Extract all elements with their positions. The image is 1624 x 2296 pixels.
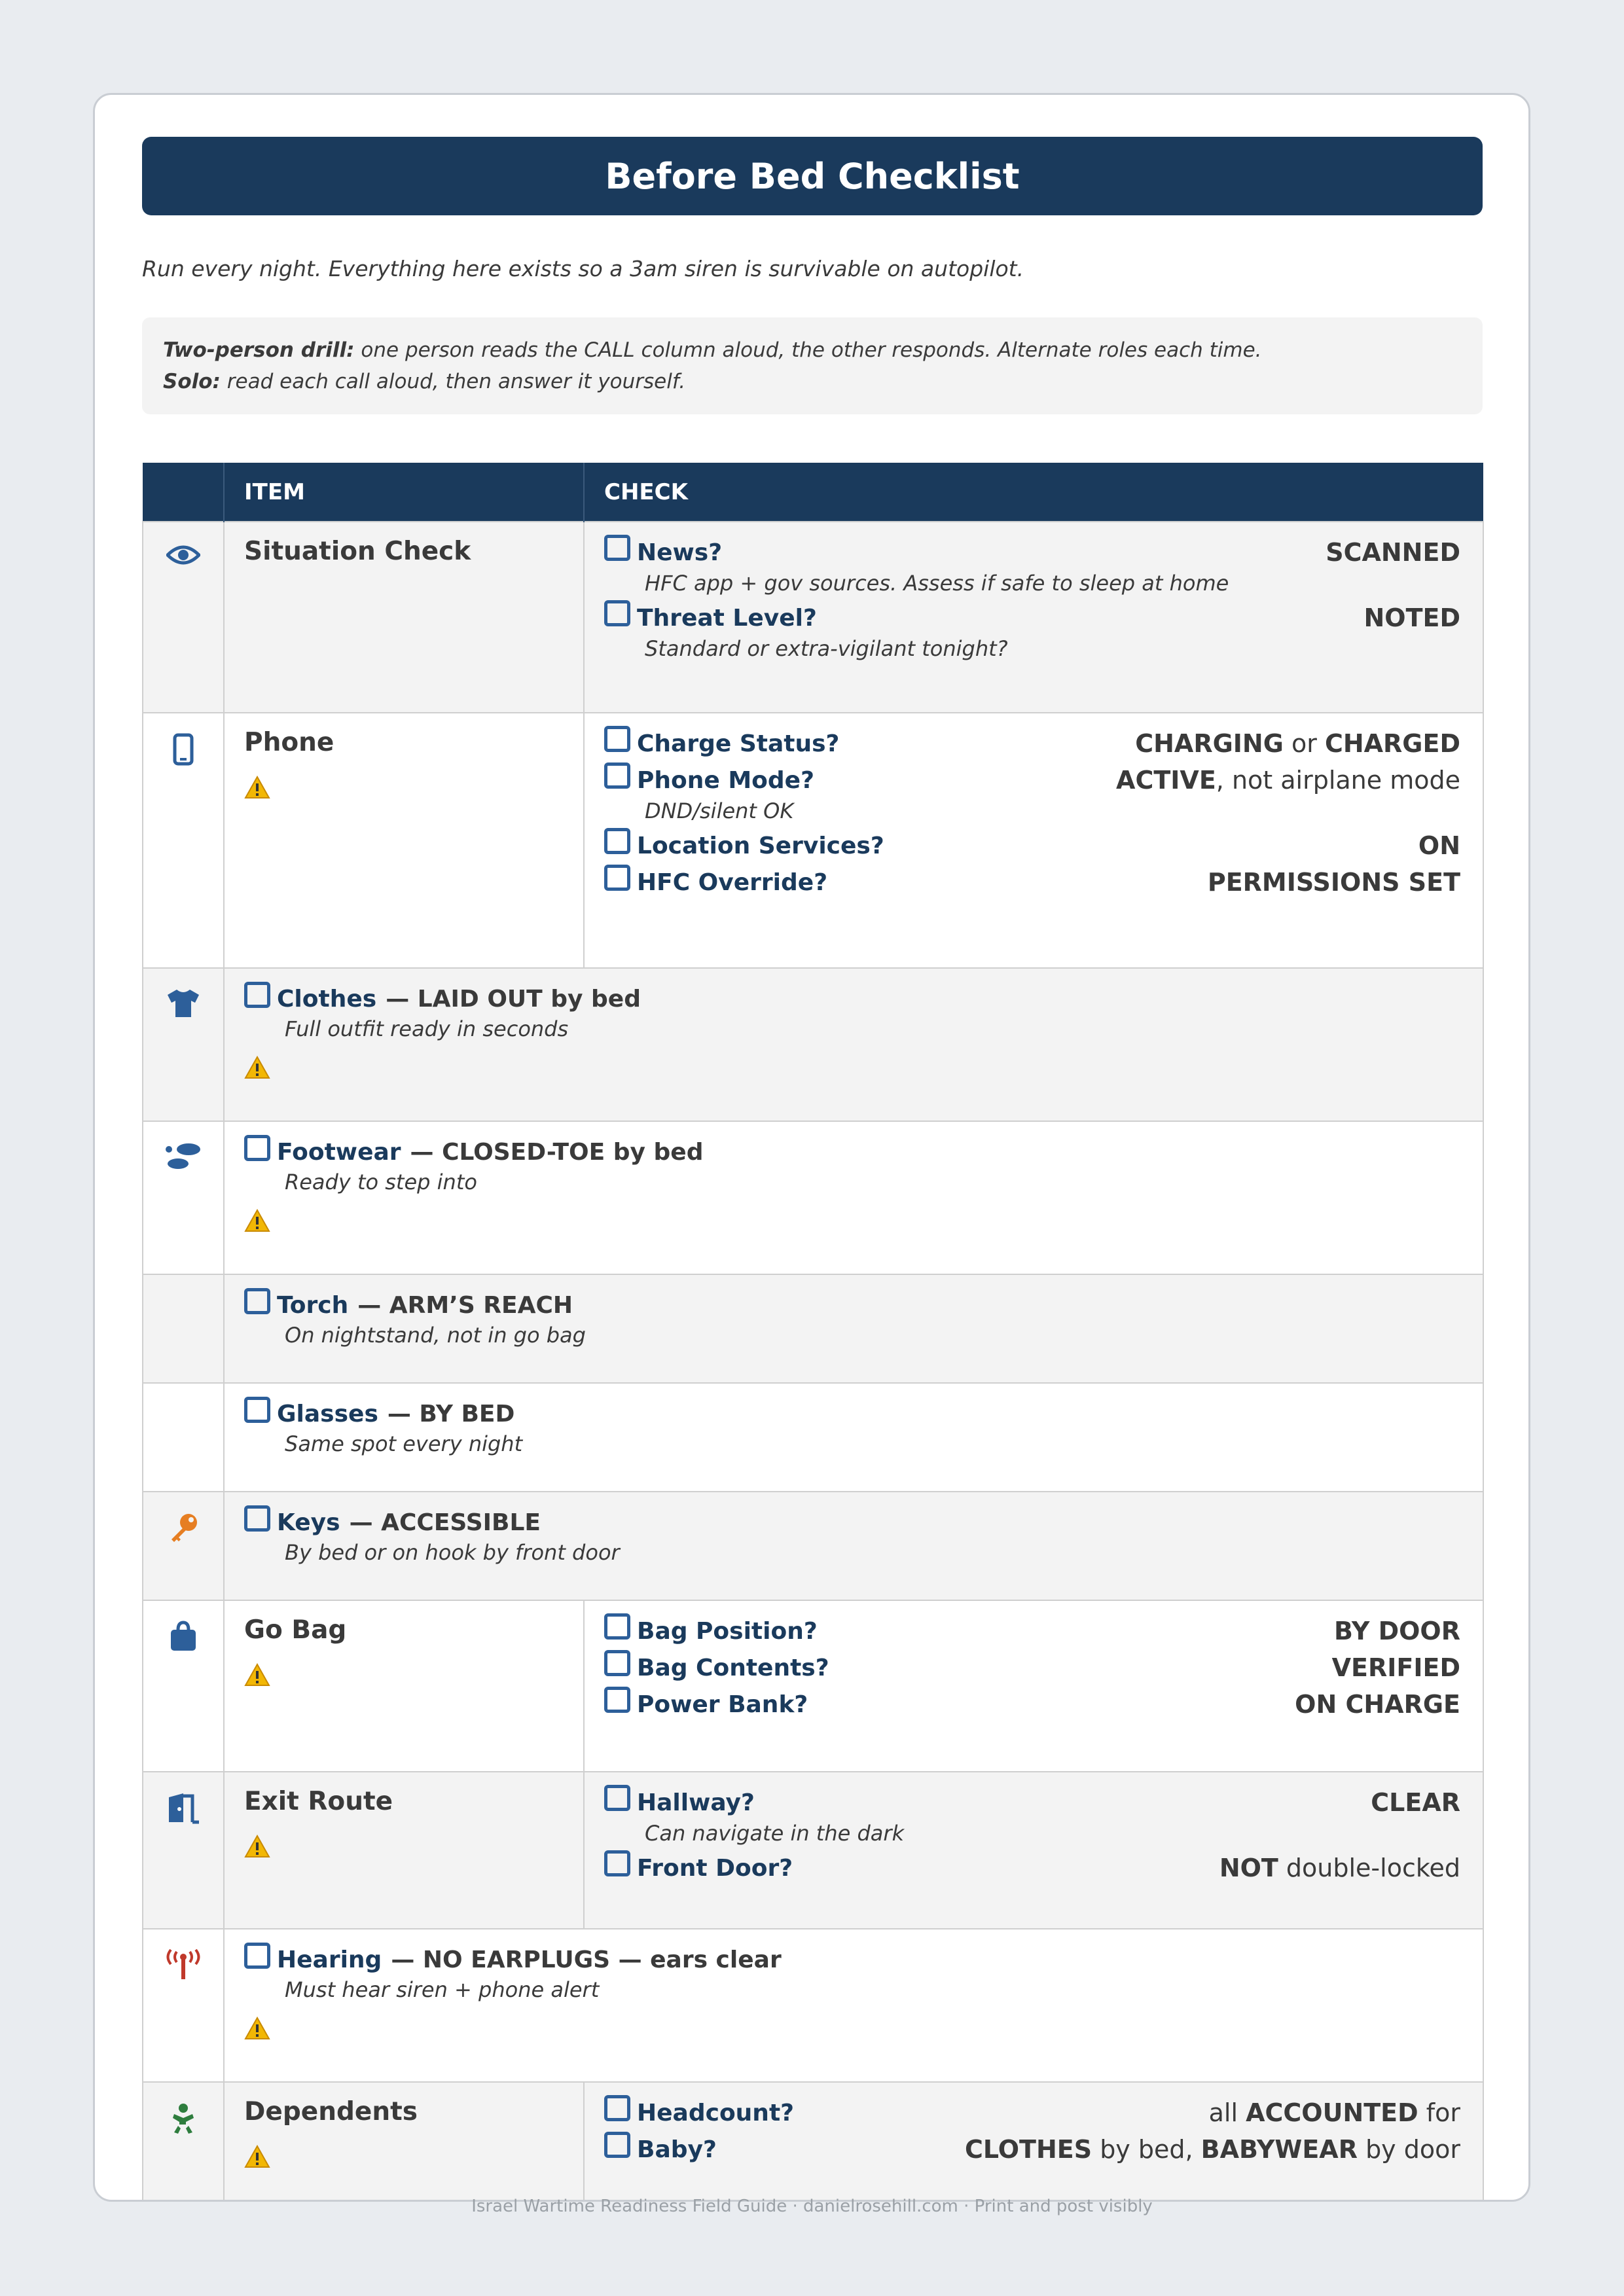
checkbox[interactable] (604, 1785, 630, 1811)
checkbox[interactable] (244, 1943, 270, 1969)
check-question: Headcount? (637, 2099, 795, 2126)
item-label: Footwear (277, 1139, 401, 1166)
check-answer: CHARGING or CHARGED (1135, 729, 1460, 758)
item-name: Dependents (244, 2097, 418, 2126)
check-note: Full outfit ready in seconds (285, 1016, 569, 1041)
antenna-icon (164, 1949, 203, 1981)
header-check-col: CHECK (584, 463, 1483, 522)
warning-icon (244, 2017, 270, 2040)
eye-icon (166, 542, 200, 568)
check-question: Location Services? (637, 832, 884, 859)
item-name: Situation Check (244, 537, 471, 566)
checkbox[interactable] (604, 865, 630, 891)
item-label: Torch (277, 1292, 349, 1319)
row-hearing (143, 1929, 1483, 2082)
warning-icon (244, 1663, 270, 1687)
checkbox[interactable] (244, 1135, 270, 1161)
check-note: Must hear siren + phone alert (285, 1977, 600, 2002)
check-answer: all ACCOUNTED for (1208, 2098, 1460, 2127)
item-requirement: — BY BED (387, 1401, 515, 1427)
check-note: Can navigate in the dark (645, 1821, 905, 1846)
item-name: Exit Route (244, 1787, 393, 1816)
checkbox[interactable] (604, 600, 630, 626)
table-header-row (143, 463, 1483, 522)
check-note: Ready to step into (285, 1170, 477, 1194)
item-requirement: — CLOSED-TOE by bed (410, 1139, 704, 1166)
item-label: Clothes (277, 986, 377, 1013)
item-requirement: — NO EARPLUGS — ears clear (391, 1946, 782, 1973)
row-phone (143, 713, 1483, 968)
check-note: Standard or extra-vigilant tonight? (645, 636, 1008, 661)
check-question: Bag Position? (637, 1617, 818, 1645)
row-situation-check (143, 522, 1483, 713)
drill-instructions (142, 317, 1483, 414)
item-label: Keys (277, 1509, 340, 1536)
checkbox[interactable] (604, 535, 630, 561)
key-icon (168, 1512, 199, 1543)
item-label: Hearing (277, 1946, 382, 1973)
check-note: Same spot every night (285, 1431, 523, 1456)
row-clothes (143, 968, 1483, 1121)
check-question: Power Bank? (637, 1691, 808, 1718)
item-label: Glasses (277, 1401, 378, 1427)
check-answer: SCANNED (1326, 538, 1460, 567)
row-exit-route (143, 1772, 1483, 1929)
header-icon-col (143, 463, 224, 522)
baby-icon (169, 2102, 198, 2135)
phone-icon (173, 733, 194, 766)
check-note: HFC app + gov sources. Assess if safe to sleep at home (645, 571, 1229, 596)
check-answer: CLEAR (1371, 1788, 1460, 1817)
subtitle: Run every night. Everything here exists so a 3am siren is survivable on autopilot. (142, 256, 1024, 281)
checkbox[interactable] (244, 1288, 270, 1314)
check-question: Threat Level? (637, 604, 817, 632)
checklist-card (93, 93, 1530, 2202)
header-item-col: ITEM (224, 463, 584, 522)
page-title: Before Bed Checklist (605, 155, 1020, 197)
check-answer: NOT double-locked (1219, 1854, 1460, 1882)
checklist-table (142, 463, 1484, 2202)
check-answer: BY DOOR (1333, 1617, 1460, 1645)
drill-two-label: Two-person drill: (163, 338, 355, 362)
check-question: Bag Contents? (637, 1654, 829, 1681)
card-content (142, 137, 1483, 2202)
drill-solo-text: read each call aloud, then answer it yourself. (220, 370, 686, 393)
checkbox[interactable] (604, 2095, 630, 2121)
warning-icon (244, 1209, 270, 1232)
checkbox[interactable] (244, 982, 270, 1008)
check-question: Charge Status? (637, 730, 840, 757)
check-note: By bed or on hook by front door (285, 1540, 620, 1565)
row-footwear (143, 1121, 1483, 1274)
warning-icon (244, 1835, 270, 1858)
check-question: HFC Override? (637, 869, 828, 896)
item-requirement: — LAID OUT by bed (386, 986, 641, 1013)
warning-icon (244, 2145, 270, 2168)
check-note: On nightstand, not in go bag (285, 1323, 586, 1348)
warning-icon (244, 1056, 270, 1079)
check-answer: ACTIVE, not airplane mode (1116, 766, 1460, 795)
drill-two-text: one person reads the CALL column aloud, the other responds. Alternate roles each time. (354, 338, 1262, 362)
row-torch (143, 1274, 1483, 1383)
checkbox[interactable] (604, 1687, 630, 1713)
checkbox[interactable] (604, 1613, 630, 1640)
check-question: Front Door? (637, 1854, 793, 1882)
row-keys (143, 1492, 1483, 1600)
check-answer: ON CHARGE (1295, 1690, 1460, 1719)
row-go-bag (143, 1600, 1483, 1772)
checkbox[interactable] (604, 762, 630, 789)
row-dependents (143, 2082, 1483, 2202)
warning-icon (244, 776, 270, 799)
check-question: News? (637, 539, 723, 566)
drill-solo-label: Solo: (163, 370, 221, 393)
check-answer: VERIFIED (1331, 1653, 1460, 1682)
bag-icon (169, 1621, 198, 1652)
check-question: Phone Mode? (637, 766, 814, 794)
checkbox[interactable] (604, 828, 630, 854)
item-name: Go Bag (244, 1615, 347, 1645)
check-question: Baby? (637, 2136, 717, 2163)
check-question: Hallway? (637, 1789, 755, 1816)
shirt-icon (166, 988, 200, 1018)
item-requirement: — ARM’S REACH (357, 1292, 573, 1319)
footer: Israel Wartime Readiness Field Guide · danielrosehill.com · Print and post visibly (471, 2197, 1153, 2216)
title-banner (142, 137, 1483, 215)
check-answer: NOTED (1363, 603, 1460, 632)
checkbox[interactable] (604, 726, 630, 752)
check-answer: PERMISSIONS SET (1207, 868, 1460, 897)
checkbox[interactable] (244, 1397, 270, 1423)
checkbox[interactable] (604, 2132, 630, 2158)
item-name: Phone (244, 728, 334, 757)
row-glasses (143, 1383, 1483, 1492)
checkbox[interactable] (604, 1650, 630, 1676)
door-icon (166, 1792, 200, 1825)
check-note: DND/silent OK (645, 798, 794, 823)
item-requirement: — ACCESSIBLE (349, 1509, 541, 1536)
checkbox[interactable] (244, 1505, 270, 1532)
check-answer: CLOTHES by bed, BABYWEAR by door (965, 2135, 1460, 2164)
check-answer: ON (1418, 831, 1460, 860)
checkbox[interactable] (604, 1850, 630, 1876)
footprints-icon (165, 1141, 202, 1172)
